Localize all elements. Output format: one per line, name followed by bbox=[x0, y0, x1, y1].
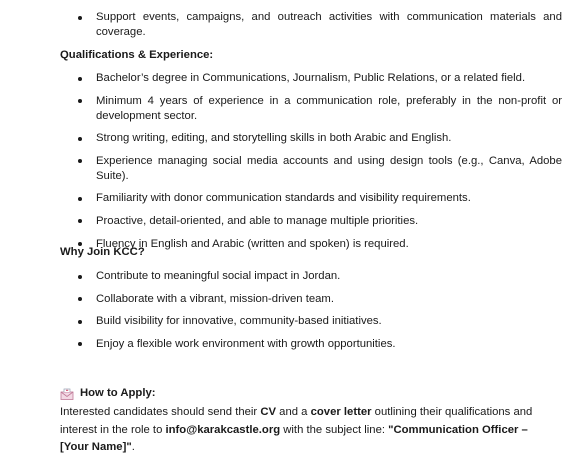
apply-text-2: and a bbox=[276, 406, 311, 418]
list-item bbox=[0, 337, 572, 352]
list-item bbox=[0, 292, 572, 307]
list-item-text: Strong writing, editing, and storytelling skills in both Arabic and English. bbox=[96, 132, 452, 145]
envelope-icon bbox=[60, 388, 74, 400]
how-to-apply-heading-row bbox=[60, 386, 156, 401]
list-item bbox=[0, 191, 572, 206]
apply-text-5: . bbox=[131, 441, 135, 453]
list-item-text: Minimum 4 years of experience in a communication role, preferably in the non-profit or development sector. bbox=[96, 94, 562, 122]
list-item-text: Contribute to meaningful social impact in Jordan. bbox=[96, 270, 341, 282]
list-item bbox=[0, 214, 572, 229]
how-to-apply-heading: How to Apply: bbox=[80, 387, 156, 399]
list-item-text: Support events, campaigns, and outreach activities with communication materials and coverage. bbox=[96, 11, 562, 38]
apply-subject: "Communication Officer – [Your Name]" bbox=[60, 423, 528, 453]
why-join-list bbox=[0, 269, 572, 359]
apply-email: info@karakcastle.org bbox=[165, 423, 281, 436]
list-item-text: Proactive, detail-oriented, and able to manage multiple priorities. bbox=[96, 214, 419, 227]
how-to-apply-paragraph bbox=[60, 404, 550, 457]
list-item bbox=[0, 10, 572, 40]
why-join-heading: Why Join KCC? bbox=[60, 246, 145, 258]
list-item-text: Experience managing social media accounts and using design tools (e.g., Canva, Adobe Suite). bbox=[96, 154, 562, 182]
qualifications-list bbox=[0, 71, 572, 259]
list-item-text: Enjoy a flexible work environment with growth opportunities. bbox=[96, 337, 396, 350]
apply-cover-letter: cover letter bbox=[310, 406, 372, 418]
apply-text-1: Interested candidates should send their bbox=[60, 406, 261, 418]
list-item-text: Familiarity with donor communication standards and visibility requirements. bbox=[96, 192, 471, 205]
responsibilities-list-tail bbox=[0, 10, 572, 48]
list-item bbox=[0, 94, 572, 124]
list-item bbox=[0, 314, 572, 329]
apply-text-3: outlining their qualifications and interest in the role to bbox=[60, 406, 533, 436]
list-item bbox=[0, 154, 572, 184]
list-item-text: Fluency in English and Arabic (written and spoken) is required. bbox=[96, 237, 409, 250]
list-item-text: Bachelor’s degree in Communications, Journalism, Public Relations, or a related field. bbox=[96, 72, 526, 84]
apply-cv: CV bbox=[260, 406, 277, 418]
qualifications-heading: Qualifications & Experience: bbox=[60, 49, 214, 61]
list-item bbox=[0, 71, 572, 86]
list-item bbox=[0, 131, 572, 146]
list-item bbox=[0, 269, 572, 284]
list-item-text: Build visibility for innovative, community-based initiatives. bbox=[96, 315, 382, 328]
list-item-text: Collaborate with a vibrant, mission-driven team. bbox=[96, 292, 334, 305]
apply-text-4: with the subject line: bbox=[280, 423, 389, 436]
